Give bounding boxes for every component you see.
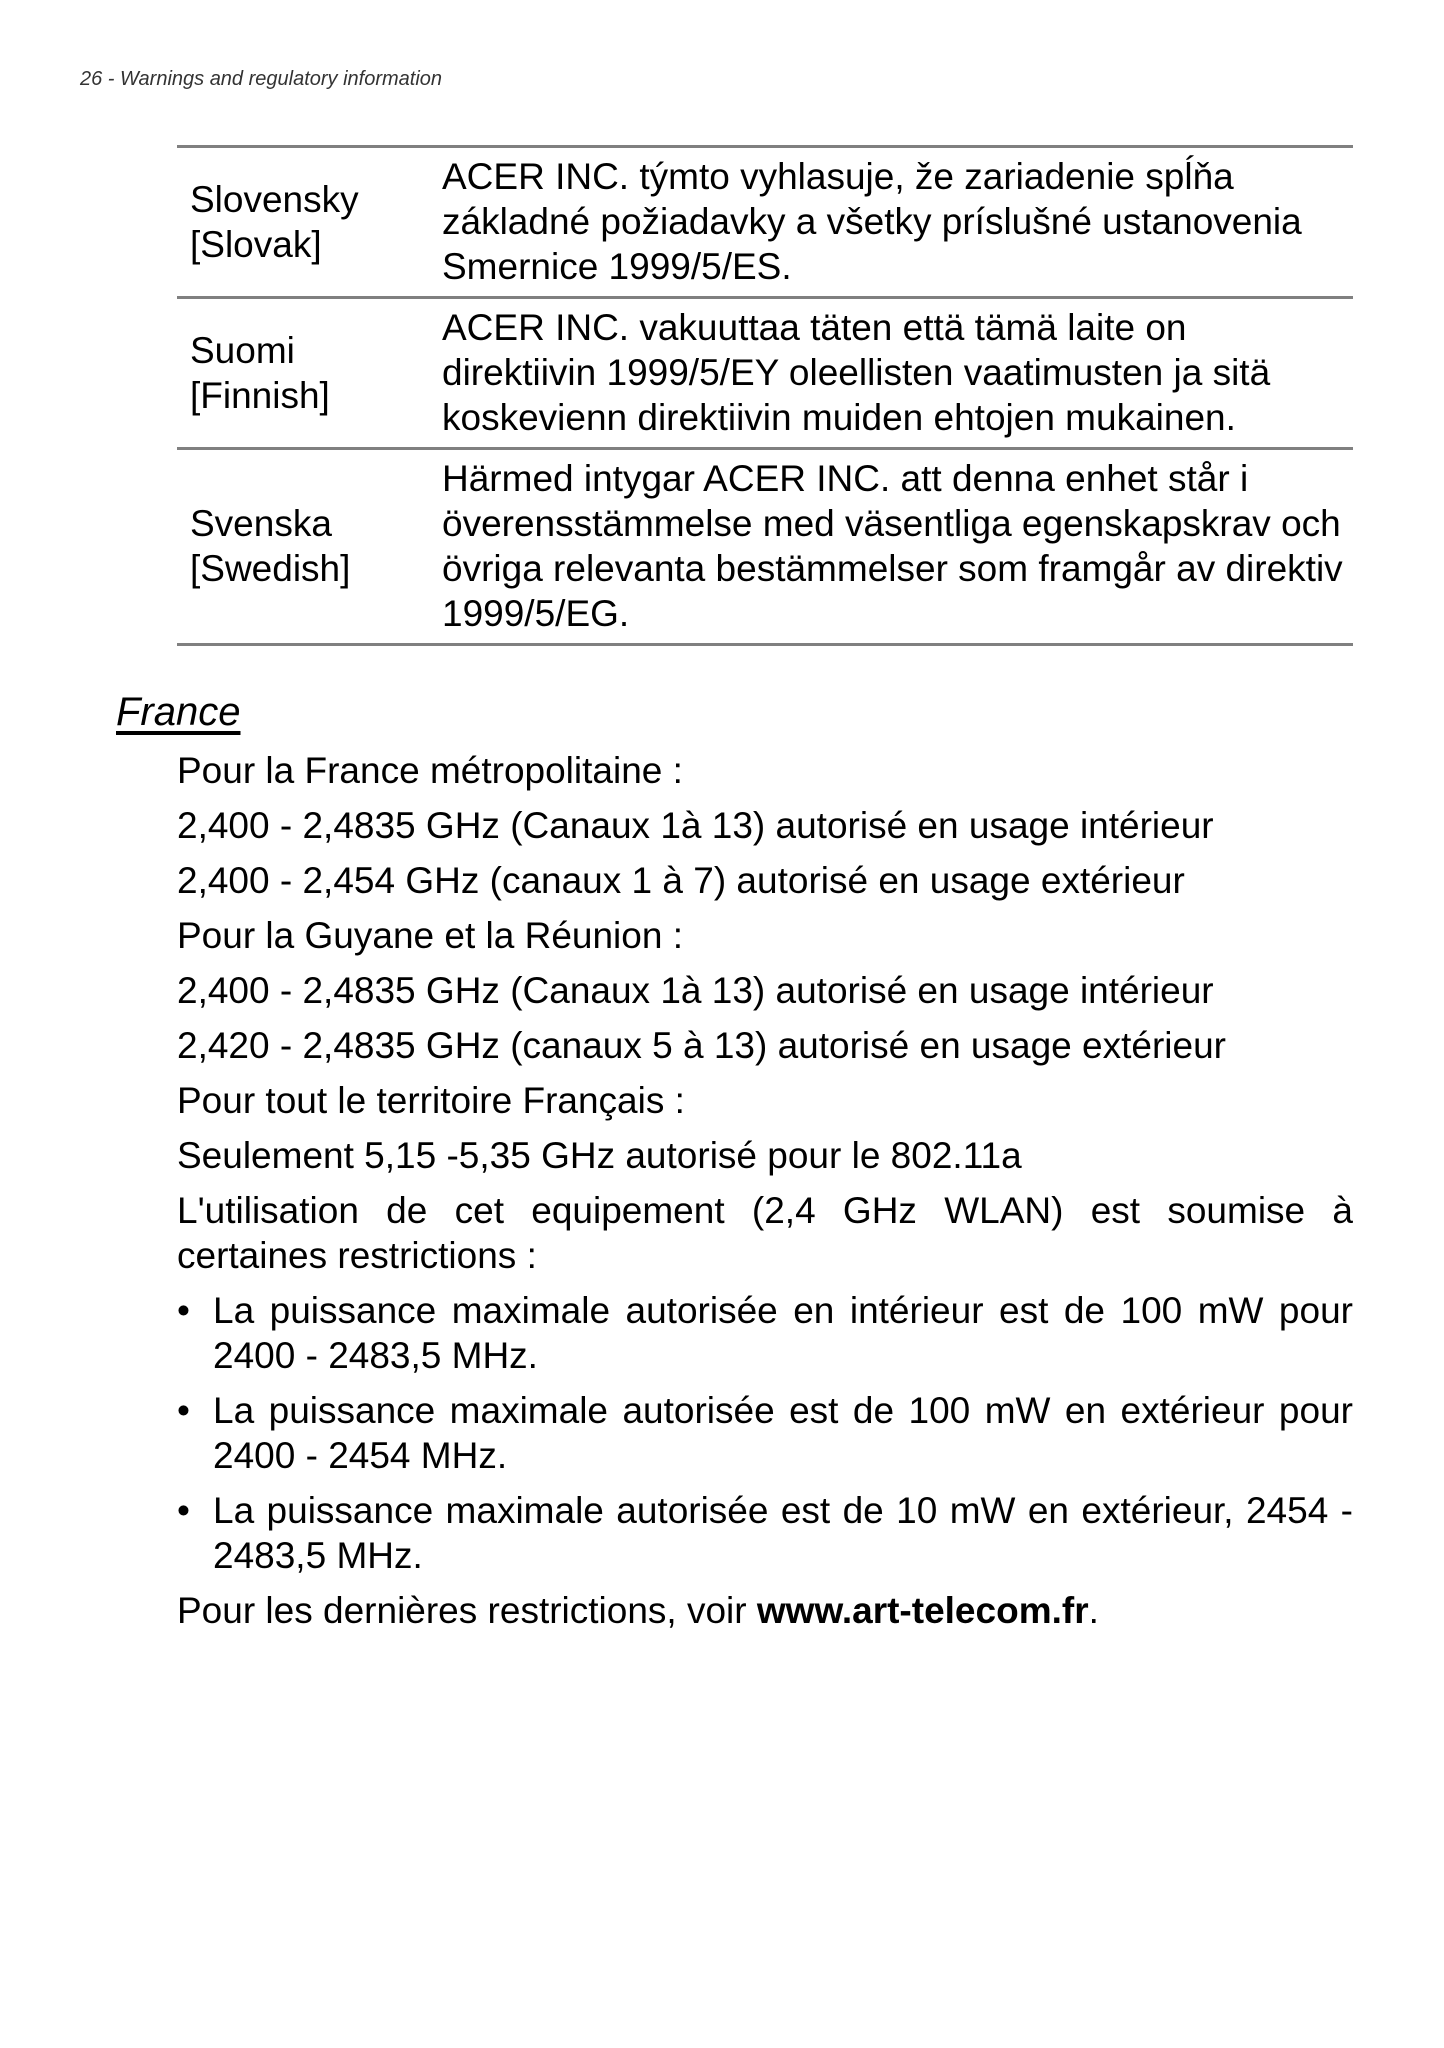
table-row bbox=[177, 449, 1353, 645]
bullet-icon: • bbox=[177, 1290, 190, 1331]
closing-suffix: . bbox=[1088, 1590, 1099, 1631]
body-line: 2,400 - 2,4835 GHz (Canaux 1à 13) autorisé en usage intérieur bbox=[177, 970, 1214, 1011]
language-name: Slovensky bbox=[190, 178, 359, 220]
bullet-icon: • bbox=[177, 1490, 190, 1531]
declaration-text: ACER INC. týmto vyhlasuje, že zariadenie spĺňa základné požiadavky a všetky príslušné ustanovenia Smernice 1999/5/ES. bbox=[442, 156, 1302, 287]
body-line: 2,400 - 2,4835 GHz (Canaux 1à 13) autorisé en usage intérieur bbox=[177, 805, 1214, 846]
language-name-english: [Slovak] bbox=[190, 223, 322, 265]
table-row bbox=[177, 147, 1353, 298]
language-cell bbox=[177, 298, 432, 449]
declaration-text: ACER INC. vakuuttaa täten että tämä laite on direktiivin 1999/5/EY oleellisten vaatimusten ja sitä koskevienn direktiivin muiden ehtojen mukainen. bbox=[442, 307, 1271, 438]
language-cell bbox=[177, 449, 432, 645]
restriction-intro: L'utilisation de cet equipement (2,4 GHz WLAN) est soumise à certaines restrictions : bbox=[177, 1190, 1353, 1276]
closing-prefix: Pour les dernières restrictions, voir bbox=[177, 1590, 757, 1631]
body-line: 2,420 - 2,4835 GHz (canaux 5 à 13) autorisé en usage extérieur bbox=[177, 1025, 1226, 1066]
body-line: Pour la Guyane et la Réunion : bbox=[177, 915, 683, 956]
closing-line bbox=[177, 1588, 1353, 1633]
table-row bbox=[177, 298, 1353, 449]
website-url: www.art-telecom.fr bbox=[756, 1590, 1089, 1631]
language-name: Suomi bbox=[190, 329, 295, 371]
body-line: Pour la France métropolitaine : bbox=[177, 750, 683, 791]
restriction-list bbox=[177, 1288, 1353, 1578]
language-name-english: [Swedish] bbox=[190, 548, 351, 589]
declaration-table bbox=[177, 145, 1353, 646]
language-name: Svenska bbox=[190, 503, 332, 544]
list-item-text: La puissance maximale autorisée en intérieur est de 100 mW pour 2400 - 2483,5 MHz. bbox=[213, 1290, 1353, 1376]
list-item bbox=[177, 1288, 1353, 1378]
body-line: 2,400 - 2,454 GHz (canaux 1 à 7) autorisé en usage extérieur bbox=[177, 860, 1185, 901]
list-item bbox=[177, 1488, 1353, 1578]
language-name-english: [Finnish] bbox=[190, 374, 330, 416]
running-header: 26 - Warnings and regulatory information bbox=[80, 68, 443, 90]
bullet-icon: • bbox=[177, 1390, 190, 1431]
body-line: Pour tout le territoire Français : bbox=[177, 1080, 685, 1121]
france-section-body bbox=[177, 748, 1353, 1643]
section-heading-france: France bbox=[116, 690, 241, 734]
list-item-text: La puissance maximale autorisée est de 100 mW en extérieur pour 2400 - 2454 MHz. bbox=[213, 1390, 1353, 1476]
declaration-text: Härmed intygar ACER INC. att denna enhet står i överensstämmelse med väsentliga egenskapskrav och övriga relevanta bestämmelser som framgår av direktiv 1999/5/EG. bbox=[442, 458, 1343, 634]
list-item-text: La puissance maximale autorisée est de 10 mW en extérieur, 2454 - 2483,5 MHz. bbox=[213, 1490, 1353, 1576]
list-item bbox=[177, 1388, 1353, 1478]
body-line: Seulement 5,15 -5,35 GHz autorisé pour le 802.11a bbox=[177, 1135, 1022, 1176]
language-cell bbox=[177, 147, 432, 298]
